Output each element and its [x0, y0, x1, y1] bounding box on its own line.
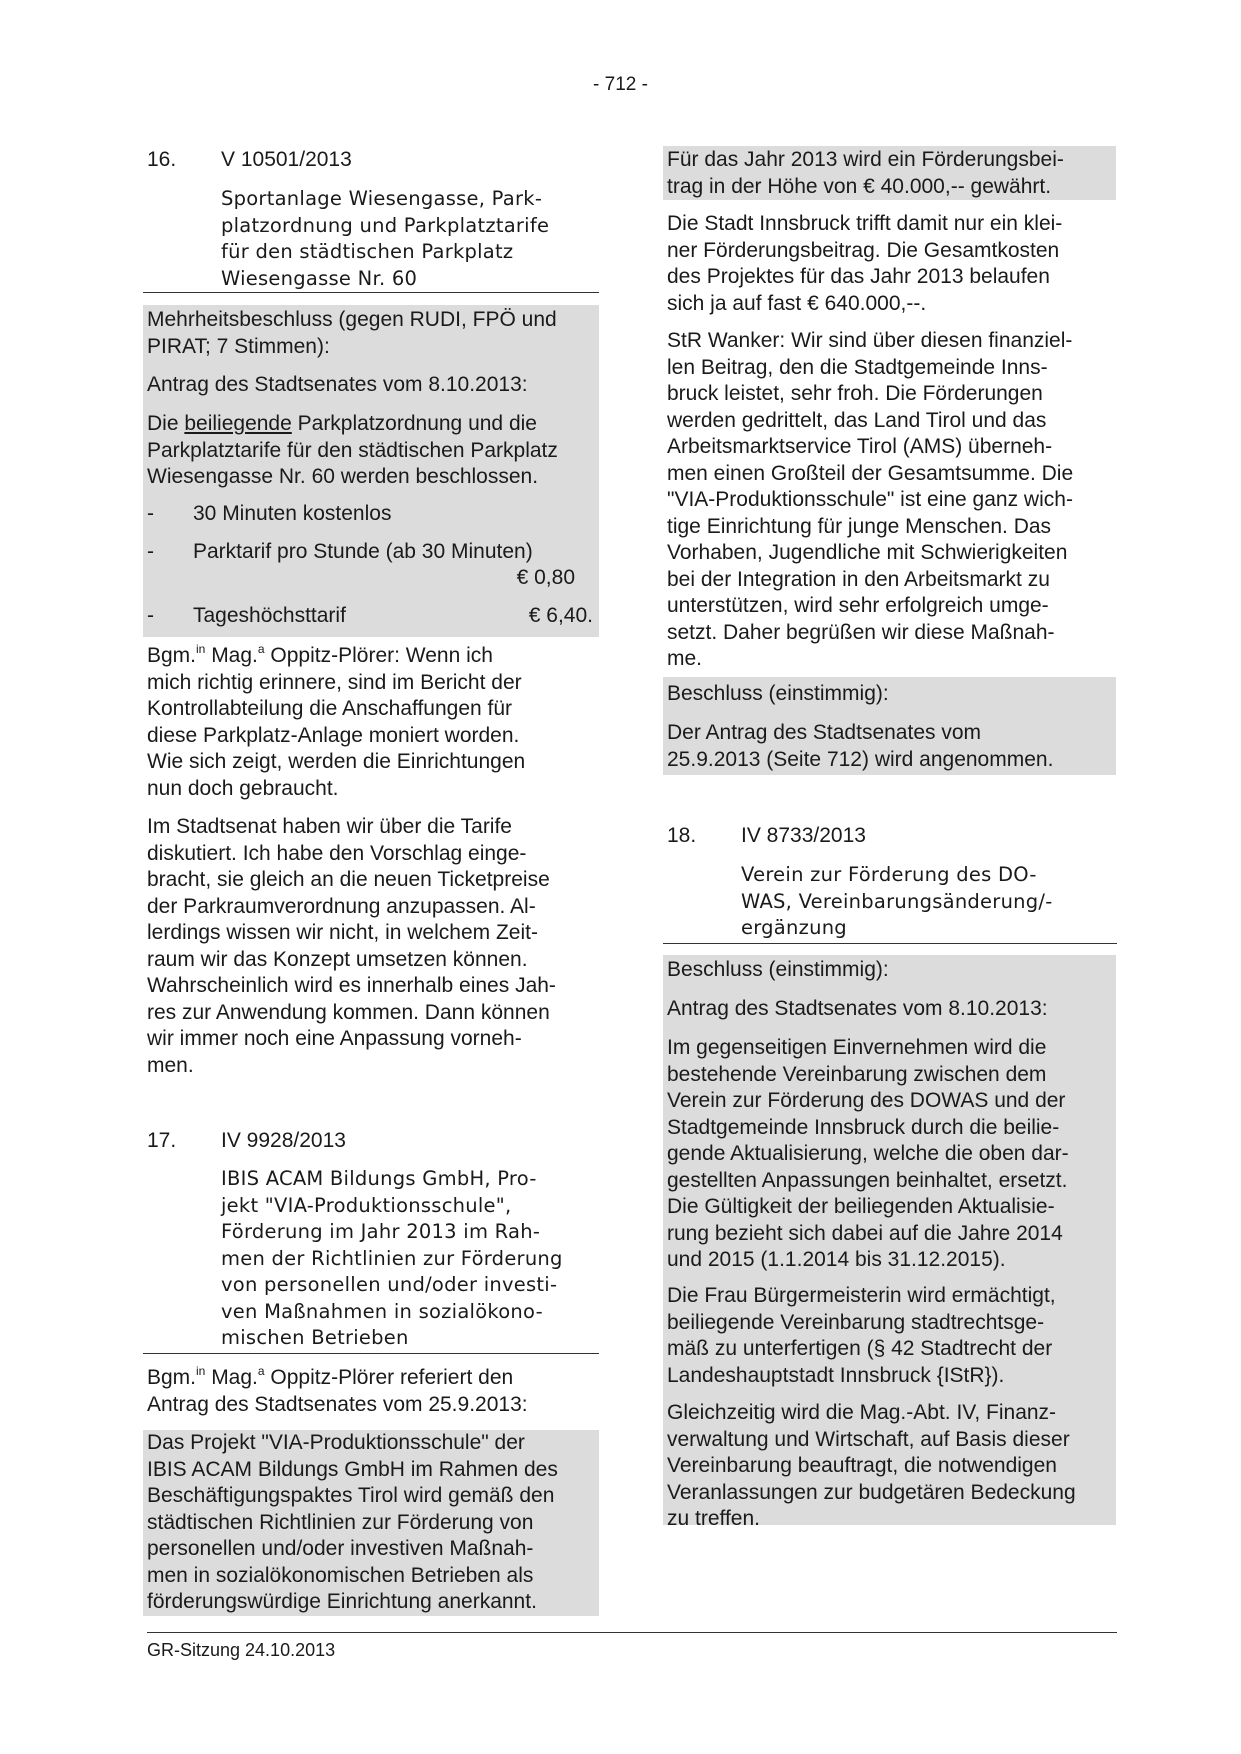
item-17-body-line: förderungswürdige Einrichtung anerkannt.	[147, 1590, 537, 1613]
body-line: rung bezieht sich dabei auf die Jahre 2014	[667, 1221, 1063, 1245]
speech-line: der Parkraumverordnung anzupassen. Al-	[147, 894, 536, 918]
item-17-continued	[667, 147, 1117, 200]
bullet-amount: € 0,80	[516, 566, 575, 589]
bullet-row	[147, 533, 597, 597]
body-line: beiliegende Vereinbarung stadtrechtsge-	[667, 1310, 1045, 1334]
continued-line: Für das Jahr 2013 wird ein Förderungsbei-	[667, 148, 1064, 171]
speech-line: Wie sich zeigt, werden die Einrichtungen	[147, 750, 526, 773]
item-17-title-line: IBIS ACAM Bildungs GmbH, Pro-	[221, 1167, 537, 1190]
bullet-row	[147, 597, 597, 635]
item-16-title-line: Sportanlage Wiesengasse, Park-	[221, 187, 543, 210]
speech-line: nun doch gebraucht.	[147, 776, 339, 800]
superscript: in	[196, 1364, 206, 1378]
para-line: me.	[667, 647, 703, 670]
body-line: und 2015 (1.1.2014 bis 31.12.2015).	[667, 1248, 1006, 1271]
body-text: Parkplatzordnung und die	[291, 412, 537, 435]
result-line: Der Antrag des Stadtsenates vom	[667, 721, 982, 744]
item-16-body-line: Parkplatztarife für den städtischen Parkplatz	[147, 438, 558, 462]
body-line: Gleichzeitig wird die Mag.-Abt. IV, Finanz-	[667, 1401, 1057, 1424]
footer-session-date: GR-Sitzung 24.10.2013	[147, 1640, 336, 1660]
speech-line: men.	[147, 1053, 194, 1077]
item-16-motion: Antrag des Stadtsenates vom 8.10.2013:	[147, 373, 528, 396]
item-16-code: V 10501/2013	[221, 148, 352, 171]
item-17-body-line: Beschäftigungspaktes Tirol wird gemäß den	[147, 1484, 555, 1507]
item-18-body-2	[667, 1283, 1119, 1389]
para-line: sich ja auf fast € 640.000,--.	[667, 291, 927, 315]
body-line: Die Gültigkeit der beiliegenden Aktualisie-	[667, 1195, 1055, 1218]
item-17-intro	[147, 1365, 597, 1418]
body-line: gende Aktualisierung, welche die oben dar-	[667, 1142, 1069, 1165]
intro-line: Antrag des Stadtsenates vom 25.9.2013:	[147, 1392, 528, 1416]
body-text: Die	[147, 412, 185, 435]
item-16-bullet-list	[147, 495, 597, 635]
para-line: setzt. Daher begrüßen wir diese Maßnah-	[667, 620, 1055, 644]
speech-line: Wahrscheinlich wird es innerhalb eines Jah-	[147, 974, 556, 997]
item-16-title-line: für den städtischen Parkplatz	[221, 240, 514, 263]
bullet-text: 30 Minuten kostenlos	[193, 502, 392, 525]
item-17-para-1	[667, 211, 1117, 317]
item-16-header	[147, 147, 597, 174]
item-18-title-line: WAS, Vereinbarungsänderung/-	[741, 889, 1053, 913]
speech-line	[147, 643, 597, 670]
intro-text: Oppitz-Plörer referiert den	[264, 1366, 514, 1389]
item-18-body-3	[667, 1400, 1119, 1533]
item-16-rule	[143, 292, 599, 293]
item-18-rule	[663, 943, 1117, 944]
speech-line: res zur Anwendung kommen. Dann können	[147, 1000, 550, 1024]
para-line: Vorhaben, Jugendliche mit Schwierigkeiten	[667, 541, 1068, 564]
continued-line: trag in der Höhe von € 40.000,-- gewährt.	[667, 174, 1052, 198]
body-line: Verein zur Förderung des DOWAS und der	[667, 1089, 1066, 1112]
item-16-body-line: Wiesengasse Nr. 60 werden beschlossen.	[147, 465, 539, 488]
item-17-title-line: men der Richtlinien zur Förderung	[221, 1246, 563, 1270]
superscript: a	[257, 1364, 265, 1378]
item-18-title-line: Verein zur Förderung des DO-	[741, 863, 1037, 886]
item-17-title-line: jekt "VIA-Produktionsschule",	[221, 1193, 512, 1217]
bullet-dash: -	[147, 540, 154, 563]
item-18-header	[667, 823, 1117, 850]
speech-line: bracht, sie gleich an die neuen Ticketpreise	[147, 868, 550, 891]
speech-line: raum wir das Konzept umsetzen können.	[147, 947, 528, 971]
bullet-text: Parktarif pro Stunde (ab 30 Minuten)	[193, 540, 533, 563]
speaker-title: Mag.	[205, 1366, 258, 1389]
item-18-decision: Beschluss (einstimmig):	[667, 958, 889, 981]
item-17-number: 17.	[147, 1129, 177, 1152]
body-line: Landeshauptstadt Innsbruck {IStR}).	[667, 1363, 1005, 1387]
body-line: zu treffen.	[667, 1507, 761, 1530]
item-18-motion: Antrag des Stadtsenates vom 8.10.2013:	[667, 997, 1048, 1020]
item-17-body-line: personellen und/oder investiven Maßnah-	[147, 1537, 534, 1560]
para-line: tige Einrichtung für junge Menschen. Das	[667, 514, 1052, 538]
item-16-body	[147, 411, 599, 491]
para-line: Die Stadt Innsbruck trifft damit nur ein klei-	[667, 212, 1063, 235]
item-17-title	[221, 1166, 601, 1352]
para-line: men einen Großteil der Gesamtsumme. Die	[667, 461, 1074, 485]
para-line: werden gedrittelt, das Land Tirol und das	[667, 408, 1047, 432]
speech-line: diskutiert. Ich habe den Vorschlag einge-	[147, 841, 527, 865]
item-17-title-line: mischen Betrieben	[221, 1326, 409, 1349]
body-line: Veranlassungen zur budgetären Bedeckung	[667, 1480, 1076, 1504]
superscript: a	[257, 642, 265, 656]
item-17-body-line: IBIS ACAM Bildungs GmbH im Rahmen des	[147, 1457, 558, 1481]
underlined-word: beiliegende	[184, 412, 292, 435]
item-16-body-line	[147, 411, 599, 438]
body-line: bestehende Vereinbarung zwischen dem	[667, 1062, 1047, 1086]
item-17-body-line: städtischen Richtlinien zur Förderung von	[147, 1510, 534, 1534]
body-line: Stadtgemeinde Innsbruck durch die beilie-	[667, 1115, 1060, 1139]
body-line: Vereinbarung beauftragt, die notwendigen	[667, 1454, 1057, 1477]
speech-line: mich richtig erinnere, sind im Bericht der	[147, 670, 522, 694]
bullet-text: Tageshöchsttarif	[193, 604, 346, 627]
speech-text: Oppitz-Plörer: Wenn ich	[264, 644, 493, 667]
para-line: bei der Integration in den Arbeitsmarkt zu	[667, 567, 1050, 591]
item-17-header	[147, 1128, 597, 1155]
bullet-row	[147, 495, 597, 533]
item-16-speech-1	[147, 643, 597, 802]
para-line: bruck leistet, sehr froh. Die Förderungen	[667, 382, 1043, 405]
speech-line: lerdings wissen wir nicht, in welchem Zeit-	[147, 921, 538, 944]
item-16-title	[221, 186, 601, 292]
para-line: len Beitrag, den die Stadtgemeinde Inns-	[667, 355, 1048, 379]
item-16-speech-2	[147, 814, 597, 1079]
speech-line: wir immer noch eine Anpassung vorneh-	[147, 1027, 522, 1050]
para-line: unterstützen, wird sehr erfolgreich umge-	[667, 594, 1049, 617]
page-number: - 712 -	[593, 74, 648, 95]
intro-line	[147, 1365, 597, 1392]
speaker-title: Bgm.	[147, 644, 197, 667]
para-line: Arbeitsmarktservice Tirol (AMS) überneh-	[667, 435, 1053, 458]
item-16-number: 16.	[147, 148, 177, 171]
para-line: des Projektes für das Jahr 2013 belaufen	[667, 265, 1050, 288]
item-17-rule	[143, 1353, 599, 1354]
para-line: ner Förderungsbeitrag. Die Gesamtkosten	[667, 238, 1060, 262]
footer-rule	[147, 1632, 1117, 1633]
body-line: mäß zu unterfertigen (§ 42 Stadtrecht der	[667, 1337, 1053, 1360]
item-18-title-line: ergänzung	[741, 916, 847, 939]
item-18-code: IV 8733/2013	[741, 824, 866, 847]
item-17-code: IV 9928/2013	[221, 1129, 346, 1152]
decision-line: Mehrheitsbeschluss (gegen RUDI, FPÖ und	[147, 308, 557, 331]
item-17-title-line: ven Maßnahmen in sozialökono-	[221, 1299, 543, 1323]
para-line: "VIA-Produktionsschule" ist eine ganz wich-	[667, 488, 1073, 511]
item-16-decision	[147, 307, 597, 360]
item-16-title-line: Wiesengasse Nr. 60	[221, 266, 418, 290]
result-line: 25.9.2013 (Seite 712) wird angenommen.	[667, 747, 1054, 771]
speech-line: Im Stadtsenat haben wir über die Tarife	[147, 815, 512, 838]
body-line: Im gegenseitigen Einvernehmen wird die	[667, 1036, 1047, 1059]
item-18-body-1	[667, 1035, 1119, 1274]
item-17-para-2	[667, 328, 1117, 673]
item-17-result	[667, 720, 1117, 773]
item-17-title-line: von personellen und/oder investi-	[221, 1273, 558, 1296]
item-18-title	[741, 862, 1121, 942]
body-line: Die Frau Bürgermeisterin wird ermächtigt,	[667, 1284, 1056, 1307]
body-line: gestellten Anpassungen beinhaltet, ersetzt.	[667, 1168, 1068, 1192]
item-17-body	[147, 1430, 599, 1616]
bullet-dash: -	[147, 502, 154, 525]
item-17-title-line: Förderung im Jahr 2013 im Rah-	[221, 1220, 541, 1243]
item-17-body-line: men in sozialökonomischen Betrieben als	[147, 1563, 534, 1587]
item-17-decision: Beschluss (einstimmig):	[667, 682, 889, 705]
speech-line: Kontrollabteilung die Anschaffungen für	[147, 697, 513, 720]
bullet-dash: -	[147, 604, 154, 627]
para-line: StR Wanker: Wir sind über diesen finanziel-	[667, 329, 1073, 352]
bullet-amount: € 6,40.	[528, 604, 593, 627]
item-16-title-line: platzordnung und Parkplatztarife	[221, 213, 550, 237]
item-18-number: 18.	[667, 824, 697, 847]
item-17-body-line: Das Projekt "VIA-Produktionsschule" der	[147, 1431, 525, 1454]
superscript: in	[196, 642, 206, 656]
speech-line: diese Parkplatz-Anlage moniert worden.	[147, 723, 520, 747]
body-line: verwaltung und Wirtschaft, auf Basis dieser	[667, 1427, 1070, 1451]
speaker-title: Bgm.	[147, 1366, 197, 1389]
decision-line: PIRAT; 7 Stimmen):	[147, 334, 330, 358]
speaker-title: Mag.	[205, 644, 258, 667]
